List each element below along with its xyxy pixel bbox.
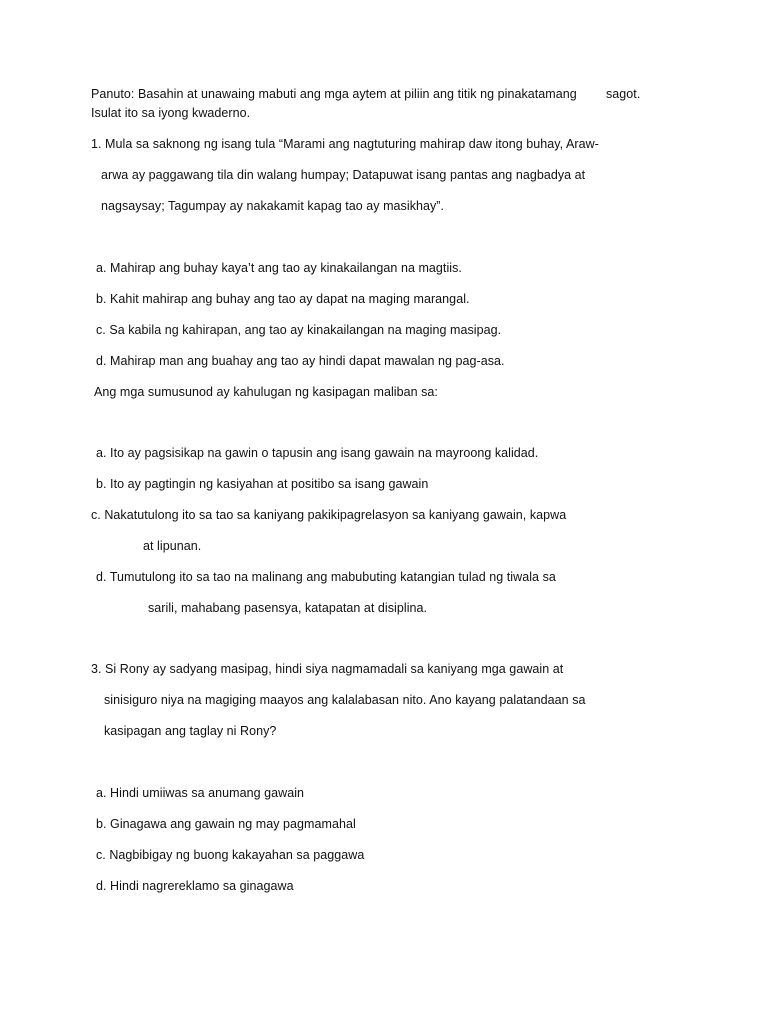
question-1-choice-c: c. Sa kabila ng kahirapan, ang tao ay kinakailangan na maging masipag. <box>96 323 502 337</box>
question-1-choice-d: d. Mahirap man ang buahay ang tao ay hindi dapat mawalan ng pag-asa. <box>96 354 505 368</box>
question-1-text-line-2: arwa ay paggawang tila din walang humpay; Datapuwat isang pantas ang nagbadya at <box>101 168 586 182</box>
question-1-choice-a: a. Mahirap ang buhay kaya’t ang tao ay kinakailangan na magtiis. <box>96 261 462 275</box>
instructions-line-2: Isulat ito sa iyong kwaderno. <box>91 106 251 120</box>
question-3-choice-b: b. Ginagawa ang gawain ng may pagmamahal <box>96 817 356 831</box>
question-2-choice-d-line-2: sarili, mahabang pasensya, katapatan at disiplina. <box>148 601 428 615</box>
question-3-choice-d: d. Hindi nagrereklamo sa ginagawa <box>96 879 294 893</box>
question-3-text-line-2: sinisiguro niya na magiging maayos ang kalalabasan nito. Ano kayang palatandaan sa <box>104 693 586 707</box>
question-2-choice-c-line-1: c. Nakatutulong ito sa tao sa kaniyang pakikipagrelasyon sa kaniyang gawain, kapwa <box>91 508 567 522</box>
question-2-choice-a: a. Ito ay pagsisikap na gawin o tapusin ang isang gawain na mayroong kalidad. <box>96 446 539 460</box>
question-2-choice-c-line-2: at lipunan. <box>143 539 202 553</box>
question-3-text-line-3: kasipagan ang taglay ni Rony? <box>104 724 277 738</box>
question-2-choice-d-line-1: d. Tumutulong ito sa tao na malinang ang mabubuting katangian tulad ng tiwala sa <box>96 570 556 584</box>
question-2-stem: Ang mga sumusunod ay kahulugan ng kasipagan maliban sa: <box>94 385 438 399</box>
instructions-line-1-end: sagot. <box>606 87 641 101</box>
question-3-text-line-1: 3. Si Rony ay sadyang masipag, hindi siya nagmamadali sa kaniyang mga gawain at <box>91 662 564 676</box>
question-1-text-line-3: nagsaysay; Tagumpay ay nakakamit kapag tao ay masikhay”. <box>101 199 445 213</box>
question-3-choice-a: a. Hindi umiiwas sa anumang gawain <box>96 786 305 800</box>
question-1-choice-b: b. Kahit mahirap ang buhay ang tao ay dapat na maging marangal. <box>96 292 470 306</box>
question-1-text-line-1: 1. Mula sa saknong ng isang tula “Marami ang nagtuturing mahirap daw itong buhay, Araw- <box>91 137 599 151</box>
question-3-choice-c: c. Nagbibigay ng buong kakayahan sa paggawa <box>96 848 365 862</box>
question-2-choice-b: b. Ito ay pagtingin ng kasiyahan at positibo sa isang gawain <box>96 477 429 491</box>
instructions-line-1: Panuto: Basahin at unawaing mabuti ang mga aytem at piliin ang titik ng pinakatamang <box>91 87 577 101</box>
